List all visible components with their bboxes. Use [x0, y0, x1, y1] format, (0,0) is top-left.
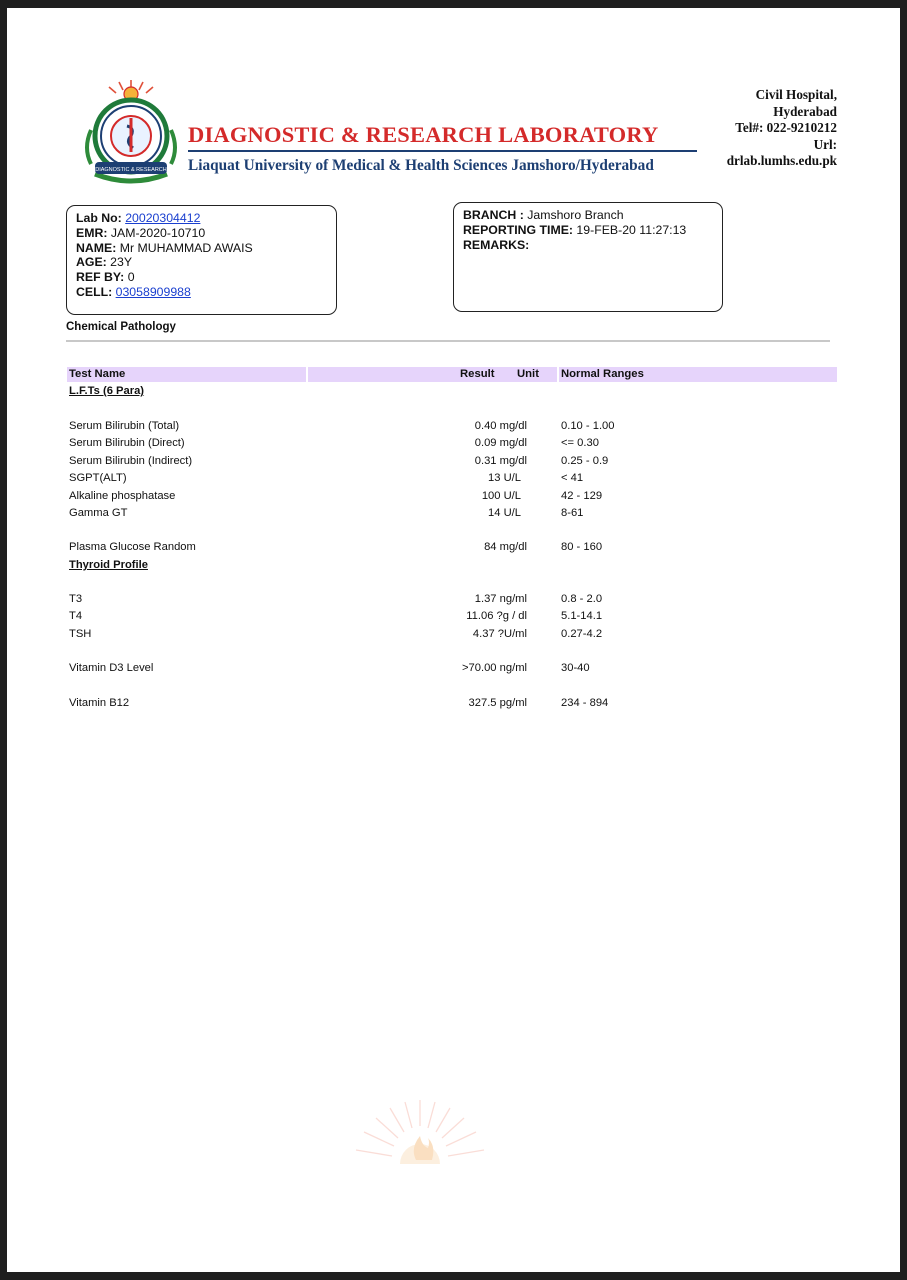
age-row: AGE: 23Y [76, 255, 133, 270]
test-name: Gamma GT [69, 507, 128, 519]
test-range: < 41 [561, 472, 584, 484]
reporting-time-row: REPORTING TIME: 19-FEB-20 11:27:13 [463, 222, 687, 237]
table-row [69, 420, 829, 434]
test-name: T4 [69, 610, 83, 622]
test-result: 0.31 mg/dl [474, 455, 527, 467]
table-row [69, 437, 829, 451]
university-logo [71, 78, 191, 190]
contact-url: drlab.lumhs.edu.pk [726, 153, 837, 169]
section-divider [66, 340, 830, 342]
test-result: 84 mg/dl [484, 541, 527, 553]
test-name: Serum Bilirubin (Direct) [69, 437, 185, 449]
header-normal-ranges: Normal Ranges [561, 368, 644, 380]
test-name: TSH [69, 628, 92, 640]
test-range: 0.27-4.2 [561, 628, 603, 640]
group-thyroid: Thyroid Profile [69, 559, 148, 571]
table-row [69, 541, 829, 555]
report-page [7, 8, 900, 1272]
emr-value: JAM-2020-10710 [110, 225, 206, 240]
table-row [69, 507, 829, 521]
table-row [69, 455, 829, 469]
contact-line: Hyderabad [773, 103, 837, 119]
test-name: SGPT(ALT) [69, 472, 127, 484]
test-result: 4.37 ?U/ml [472, 628, 527, 640]
contact-phone: Tel#: 022-9210212 [735, 120, 837, 136]
table-row [69, 628, 829, 642]
title-underline [188, 150, 697, 152]
test-name: Plasma Glucose Random [69, 541, 196, 553]
test-result: >70.00 ng/ml [462, 662, 527, 674]
remarks-row: REMARKS: [463, 237, 530, 252]
cell-row: CELL: 03058909988 [76, 284, 191, 299]
lab-no-row: Lab No: 20020304412 [76, 211, 201, 225]
header-result: Result [460, 368, 495, 380]
ref-row: REF BY: 0 [76, 270, 135, 285]
logo-banner-text: DIAGNOSTIC & RESEARCH [95, 167, 167, 173]
test-name: Serum Bilirubin (Indirect) [69, 455, 193, 467]
test-name: Serum Bilirubin (Total) [69, 420, 180, 432]
branch-value: Jamshoro Branch [527, 208, 624, 222]
table-row [69, 610, 829, 624]
group-lft: L.F.Ts (6 Para) [69, 385, 145, 397]
test-result: 13 U/L [488, 472, 521, 484]
table-row [69, 472, 829, 486]
test-name: Vitamin D3 Level [69, 662, 154, 674]
table-row [69, 697, 829, 711]
lab-title: DIAGNOSTIC & RESEARCH LABORATORY [188, 122, 659, 147]
test-range: 0.25 - 0.9 [561, 455, 609, 467]
patient-info-box [66, 205, 337, 315]
cell-link[interactable]: 03058909988 [115, 284, 191, 299]
header-test-name: Test Name [69, 368, 126, 380]
test-result: 1.37 ng/ml [474, 593, 527, 605]
test-result: 11.06 ?g / dl [466, 610, 527, 622]
test-range: <= 0.30 [561, 437, 599, 449]
test-result: 100 U/L [481, 490, 521, 502]
results-table-header [67, 367, 837, 382]
table-row [69, 593, 829, 607]
test-result: 14 U/L [488, 507, 521, 519]
branch-info-box [453, 202, 723, 312]
test-result: 0.09 mg/dl [474, 437, 527, 449]
age-value: 23Y [110, 255, 133, 270]
test-result: 327.5 pg/ml [468, 697, 527, 709]
test-range: 30-40 [561, 662, 590, 674]
test-range: 5.1-14.1 [561, 610, 603, 622]
university-name: Liaquat University of Medical & Health Sciences Jamshoro/Hyderabad [188, 157, 654, 174]
contact-line: Civil Hospital, [755, 87, 837, 102]
contact-block [727, 87, 837, 170]
patient-name: Mr MUHAMMAD AWAIS [119, 240, 253, 255]
ref-value: 0 [127, 270, 135, 285]
sun-watermark [350, 1096, 490, 1164]
table-row [69, 662, 829, 676]
name-row: NAME: Mr MUHAMMAD AWAIS [76, 240, 253, 255]
emr-row: EMR: JAM-2020-10710 [76, 225, 206, 240]
test-result: 0.40 mg/dl [474, 420, 527, 432]
test-name: Vitamin B12 [69, 697, 130, 709]
header-unit: Unit [517, 368, 539, 380]
test-name: T3 [69, 593, 83, 605]
test-range: 0.10 - 1.00 [561, 420, 615, 432]
test-range: 0.8 - 2.0 [561, 593, 603, 605]
test-name: Alkaline phosphatase [69, 490, 176, 502]
reporting-time-value: 19-FEB-20 11:27:13 [576, 222, 687, 237]
section-title: Chemical Pathology [66, 321, 176, 333]
test-range: 42 - 129 [561, 490, 603, 502]
test-range: 8-61 [561, 507, 584, 519]
test-range: 80 - 160 [561, 541, 603, 553]
test-range: 234 - 894 [561, 697, 609, 709]
table-row [69, 490, 829, 504]
contact-line: Url: [813, 136, 837, 152]
branch-row: BRANCH : Jamshoro Branch [463, 208, 624, 222]
lab-no-link[interactable]: 20020304412 [125, 211, 201, 225]
